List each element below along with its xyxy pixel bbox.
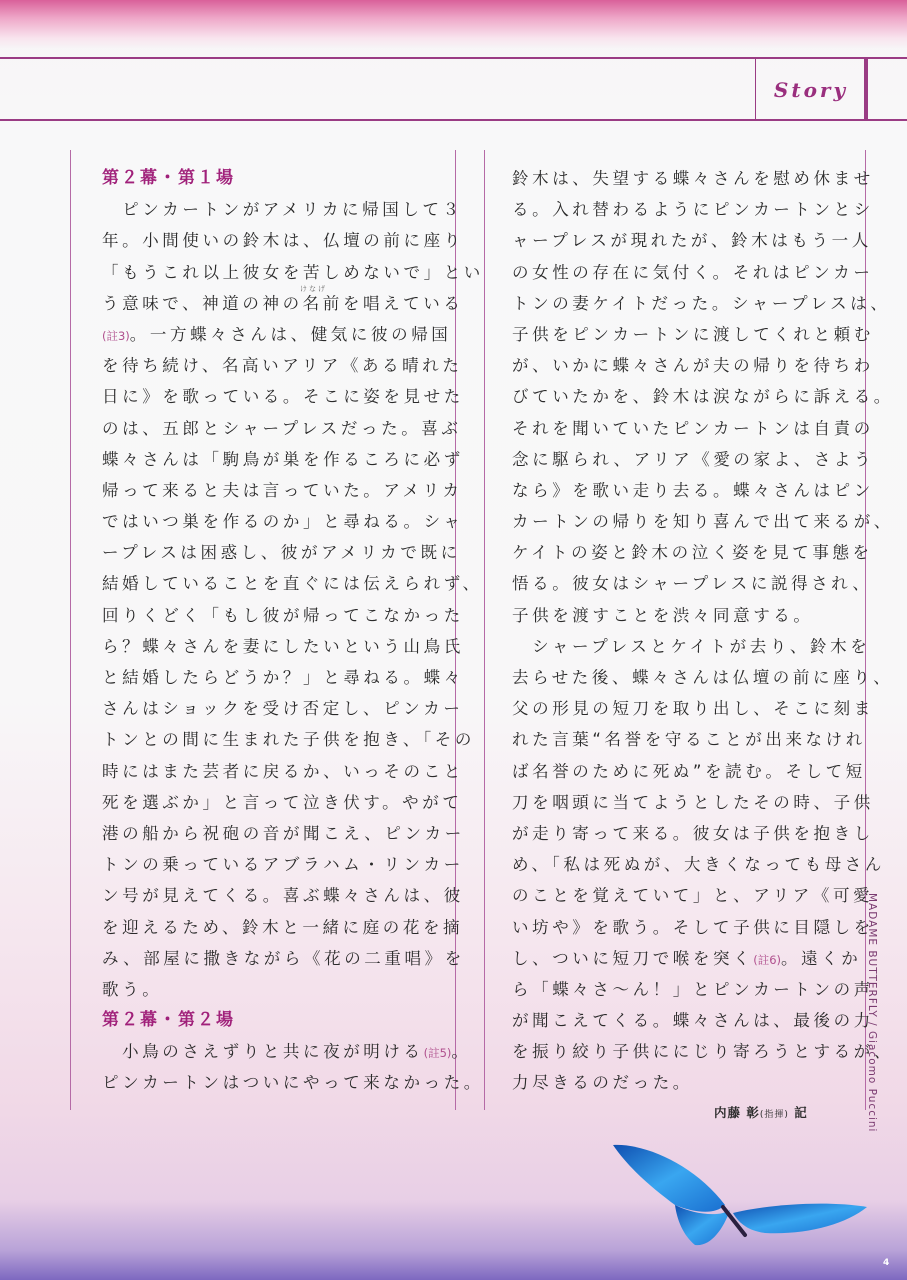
text-segment: さんはショックを受け否定し、ピンカー xyxy=(102,699,464,719)
text-line xyxy=(102,912,484,943)
text-segment: れた言葉“名誉を守ることが出来なけれ xyxy=(512,730,866,750)
author-name: 内藤 彰 xyxy=(714,1105,760,1120)
text-line xyxy=(512,506,894,537)
text-line xyxy=(512,787,894,818)
text-segment: が、いかに蝶々さんが夫の帰りを待ちわ xyxy=(512,356,874,376)
text-line xyxy=(102,849,484,880)
text-line xyxy=(512,319,894,350)
text-segment: 父の形見の短刀を取り出し、そこに刻ま xyxy=(512,699,874,719)
text-segment: を迎えるため、鈴木と一緒に庭の花を摘 xyxy=(102,917,464,937)
text-line xyxy=(512,413,894,444)
text-line xyxy=(512,1005,894,1036)
author-role: (指揮) xyxy=(759,1110,789,1120)
column-divider-right xyxy=(484,150,485,1110)
text-line xyxy=(512,631,894,662)
text-segment: い坊や》を歌う。そして子供に目隠しを xyxy=(512,917,874,937)
header-gradient-band xyxy=(0,0,907,48)
text-segment: 。 xyxy=(451,1042,472,1062)
text-line xyxy=(102,787,484,818)
text-line xyxy=(512,381,894,412)
text-segment: 蝶々さんは「駒鳥が巣を作るころに必ず xyxy=(102,449,464,469)
text-segment: 子供を渡すことを渋々同意する。 xyxy=(512,605,814,625)
text-line xyxy=(102,257,484,288)
text-line xyxy=(512,1036,894,1067)
text-segment: 「もうこれ以上彼女を苦しめないで」とい xyxy=(102,262,484,282)
section-title: Story xyxy=(773,78,849,102)
text-segment: 死を選ぶか」と言って泣き伏す。やがて xyxy=(102,792,463,812)
left-column-rule xyxy=(70,150,71,1110)
text-line xyxy=(512,756,894,787)
text-segment: 悟る。彼女はシャープレスに説得され、 xyxy=(512,574,873,594)
text-segment: ケイトの姿と鈴木の泣く姿を見て事態を xyxy=(512,543,873,563)
text-segment: ープレスは困惑し、彼がアメリカで既に xyxy=(102,543,461,563)
header-top-rule xyxy=(0,57,907,59)
text-line xyxy=(512,693,894,724)
butterfly-left-forewing xyxy=(613,1145,725,1212)
footnote-ref: (註6) xyxy=(753,952,781,967)
text-segment: 去らせた後、蝶々さんは仏壇の前に座り、 xyxy=(512,668,894,687)
butterfly-right-wing xyxy=(733,1204,867,1234)
text-line xyxy=(512,163,894,194)
text-line xyxy=(512,662,894,693)
text-line xyxy=(512,537,894,568)
text-segment: それを聞いていたピンカートンは自責の xyxy=(512,418,874,438)
text-line xyxy=(102,568,484,599)
text-line xyxy=(512,600,894,631)
text-line xyxy=(512,225,894,256)
text-segment: ではいつ巣を作るのか」と尋ねる。シャ xyxy=(102,512,464,532)
text-line xyxy=(512,568,894,599)
text-line xyxy=(102,288,484,319)
text-segment: トンの妻ケイトだった。シャープレスは、 xyxy=(512,293,891,313)
text-line xyxy=(102,1067,484,1098)
text-segment: 日に》を歌っている。そこに姿を見せた xyxy=(102,387,464,407)
text-segment: が走り寄って来る。彼女は子供を抱きし xyxy=(512,823,874,843)
page-number: 4 xyxy=(883,1258,890,1268)
text-line xyxy=(102,194,484,225)
author-signature xyxy=(714,1103,808,1121)
signature-suffix: 記 xyxy=(794,1105,808,1120)
footnote-ref: (註3) xyxy=(102,328,130,343)
text-segment: なら》を歌い走り去る。蝶々さんはピン xyxy=(512,480,874,500)
text-segment: 子供をピンカートンに渡してくれと頼む xyxy=(512,324,874,344)
text-segment: 小鳥のさえずりと共に夜が明ける xyxy=(102,1042,424,1062)
text-segment: が聞こえてくる。蝶々さんは、最後の力 xyxy=(512,1011,874,1031)
text-segment: ら「蝶々さ〜ん！」とピンカートンの声 xyxy=(512,979,874,999)
text-line xyxy=(102,693,484,724)
side-caption: MADAME BUTTERFLY / Giacomo Puccini xyxy=(866,893,878,1133)
footnote-ref: (註5) xyxy=(423,1046,452,1061)
text-segment: ャープレスが現れたが、鈴木はもう一人 xyxy=(512,231,872,251)
text-segment: 刀を咽頭に当てようとしたその時、子供 xyxy=(512,792,874,812)
text-line xyxy=(102,756,484,787)
text-segment: 。一方蝶々さんは、健気に彼の帰国 xyxy=(129,324,452,344)
furigana: けなげ xyxy=(300,285,327,293)
text-line xyxy=(512,350,894,381)
text-line xyxy=(512,974,894,1005)
text-segment: め、「私は死ぬが、大きくなっても母さん xyxy=(512,855,885,875)
text-segment: 年。小間使いの鈴木は、仏壇の前に座り xyxy=(102,231,464,251)
text-line xyxy=(512,288,894,319)
scene-heading: 第２幕・第２場 xyxy=(102,1010,235,1031)
text-segment: ピンカートンがアメリカに帰国して３ xyxy=(102,200,463,220)
text-segment: トンとの間に生まれた子供を抱き、「その xyxy=(102,730,475,750)
text-segment: ン号が見えてくる。喜ぶ蝶々さんは、彼 xyxy=(102,886,464,906)
text-segment: のことを覚えていて」と、アリア《可愛 xyxy=(512,886,874,906)
text-line xyxy=(102,506,484,537)
text-line xyxy=(102,413,484,444)
text-segment: 。遠くか xyxy=(781,948,862,968)
text-line xyxy=(102,444,484,475)
text-line xyxy=(102,974,484,1005)
text-segment: 時にはまた芸者に戻るか、いっそのこと xyxy=(102,761,464,781)
text-segment: の女性の存在に気付く。それはピンカー xyxy=(512,262,874,282)
text-segment: トンの乗っているアブラハム・リンカー xyxy=(102,855,464,875)
text-line xyxy=(102,537,484,568)
text-line xyxy=(102,943,484,974)
text-segment: る。入れ替わるようにピンカートンとシ xyxy=(512,200,874,220)
text-line xyxy=(512,257,894,288)
text-line xyxy=(512,444,894,475)
text-segment: 帰って来ると夫は言っていた。アメリカ xyxy=(102,480,463,500)
text-line xyxy=(512,943,894,974)
text-segment: 念に駆られ、アリア《愛の家よ、さよう xyxy=(512,449,875,469)
text-line xyxy=(102,381,484,412)
text-segment: 歌う。 xyxy=(102,979,163,999)
text-line xyxy=(512,880,894,911)
text-line xyxy=(102,724,484,755)
text-segment: シャープレスとケイトが去り、鈴木を xyxy=(512,636,871,656)
text-segment: 港の船から祝砲の音が聞こえ、ピンカー xyxy=(102,823,465,843)
text-line xyxy=(102,1036,484,1067)
text-line xyxy=(102,319,484,350)
right-column-text xyxy=(512,163,894,1099)
butterfly-illustration xyxy=(605,1135,875,1265)
text-segment: を待ち続け、名高いアリア《ある晴れた xyxy=(102,356,463,376)
scene-heading: 第２幕・第１場 xyxy=(102,168,235,188)
text-segment: う意味で、神道の神の名前を唱えている xyxy=(102,293,464,313)
text-segment: し、ついに短刀で喉を突く xyxy=(512,948,754,968)
text-segment: 回りくどく「もし彼が帰ってこなかった xyxy=(102,605,464,625)
text-segment: 結婚していることを直ぐには伝えられず、 xyxy=(102,574,483,594)
text-segment: 鈴木は、失望する蝶々さんを慰め休ませ xyxy=(512,169,874,188)
text-line xyxy=(102,818,484,849)
text-line xyxy=(102,880,484,911)
text-segment: ば名誉のために死ぬ”を読む。そして短 xyxy=(512,761,866,781)
text-segment: と結婚したらどうか？」と尋ねる。蝶々 xyxy=(102,668,464,687)
text-line xyxy=(512,475,894,506)
text-segment: 力尽きるのだった。 xyxy=(512,1073,693,1093)
text-segment: カートンの帰りを知り喜んで出て来るが、 xyxy=(512,512,894,532)
text-segment: びていたかを、鈴木は涙ながらに訴える。 xyxy=(512,387,894,407)
text-line xyxy=(512,849,894,880)
text-line xyxy=(102,225,484,256)
text-segment: を振り絞り子供ににじり寄ろうとするが、 xyxy=(512,1042,894,1062)
text-line xyxy=(512,724,894,755)
text-line xyxy=(102,662,484,693)
story-box-left-rule xyxy=(755,58,756,120)
text-line xyxy=(512,194,894,225)
text-line xyxy=(512,912,894,943)
text-segment: ピンカートンはついにやって来なかった。 xyxy=(102,1073,484,1093)
text-line xyxy=(102,475,484,506)
text-line xyxy=(512,818,894,849)
text-segment: み、部屋に撒きながら《花の二重唱》を xyxy=(102,948,465,968)
text-line xyxy=(102,631,484,662)
text-line xyxy=(512,1067,894,1098)
text-line xyxy=(102,350,484,381)
text-segment: のは、五郎とシャープレスだった。喜ぶ xyxy=(102,418,462,438)
text-line xyxy=(102,600,484,631)
text-segment: ら？蝶々さんを妻にしたいという山鳥氏 xyxy=(102,636,464,656)
left-column-text xyxy=(102,163,484,1099)
